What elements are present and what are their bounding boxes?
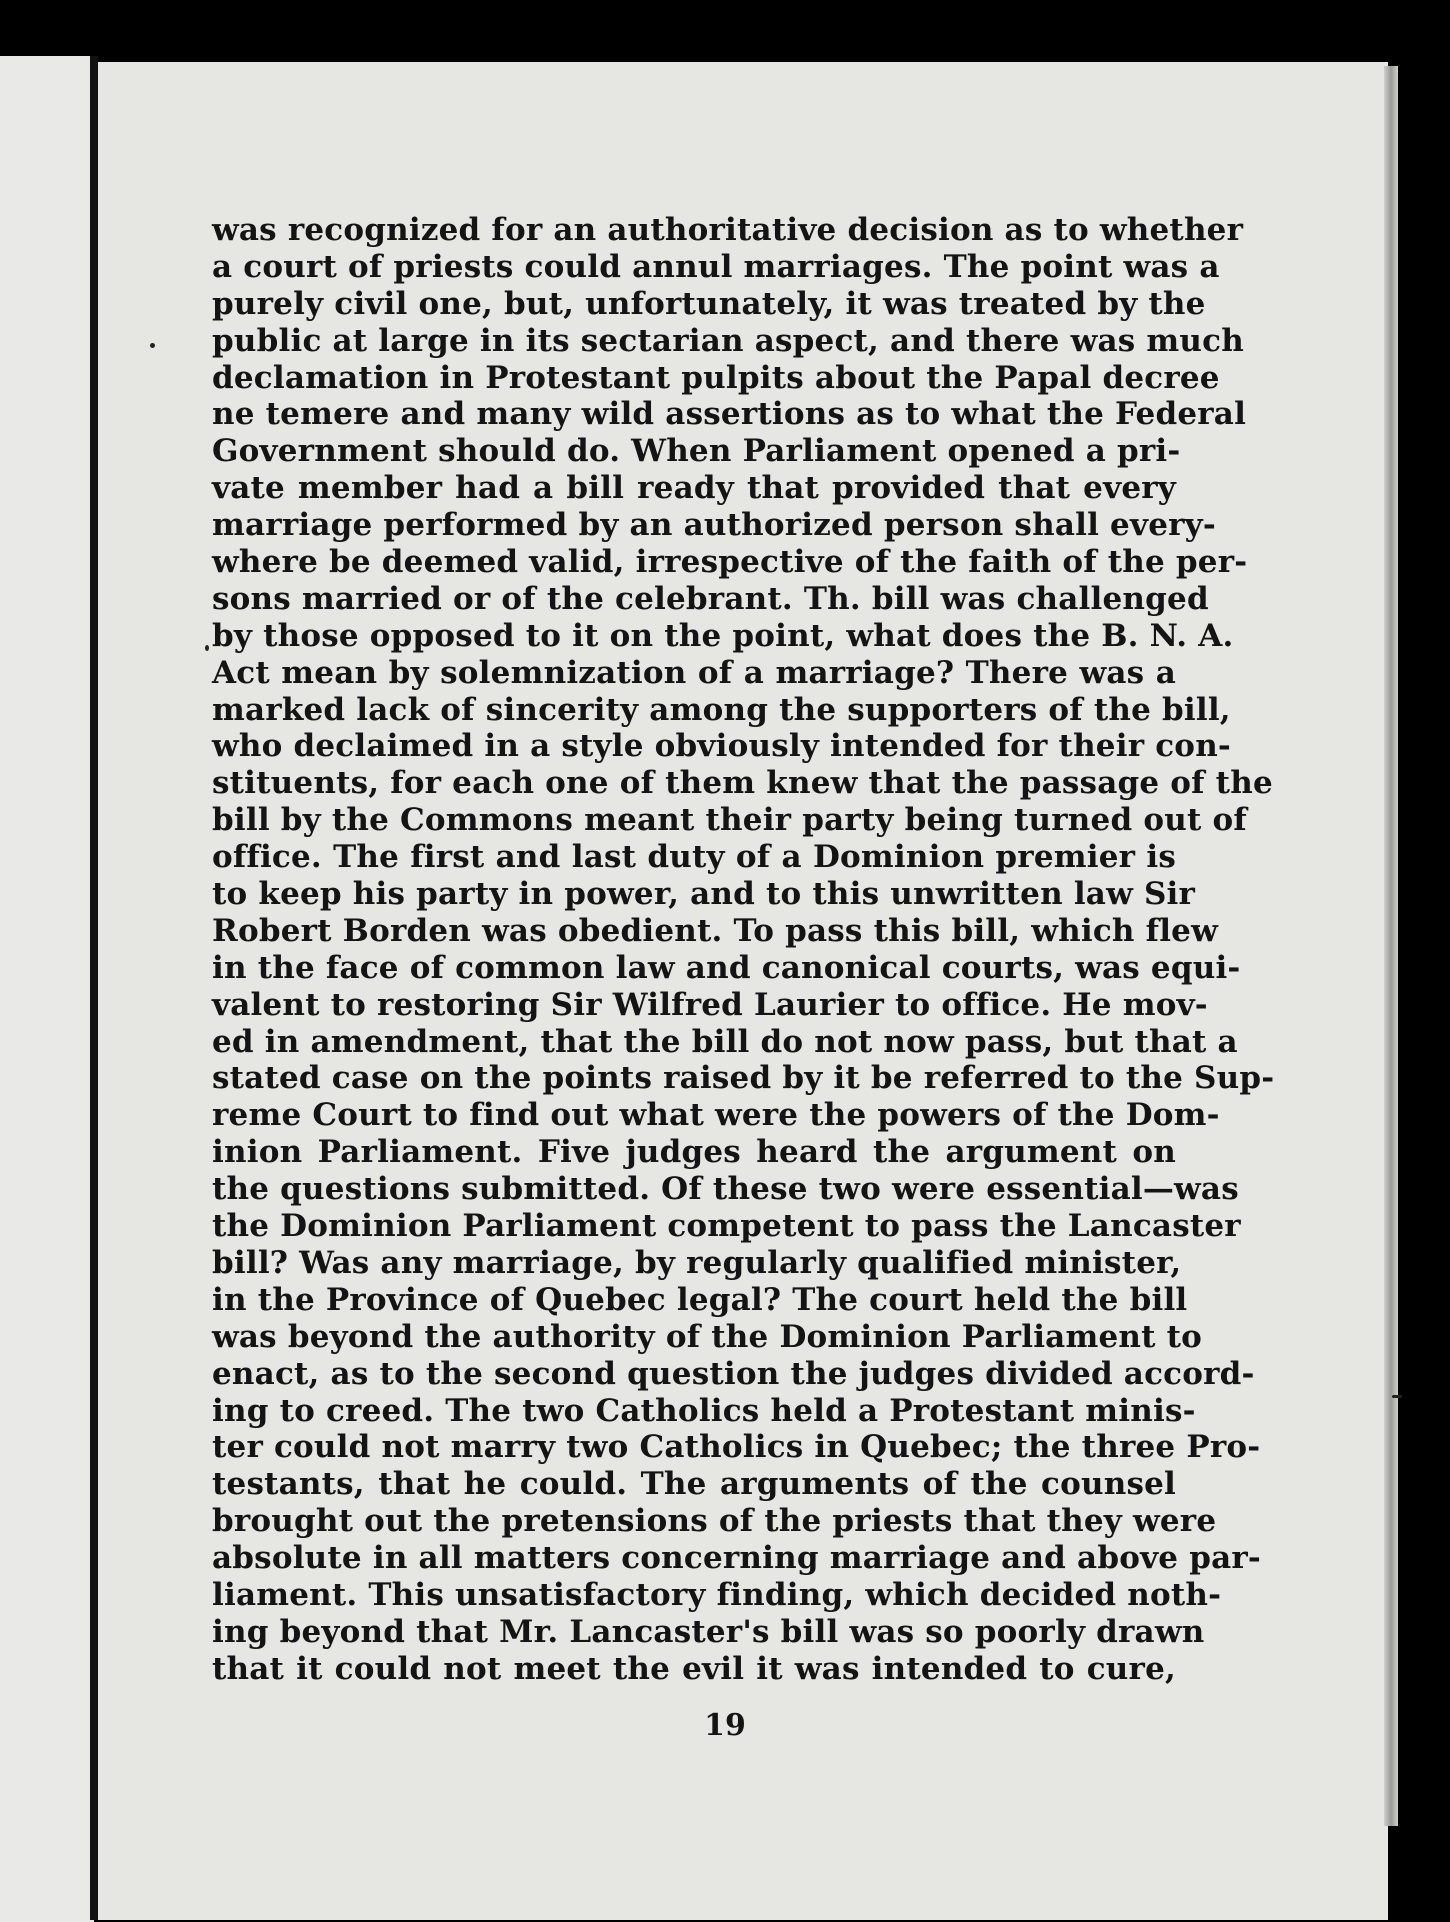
page-number: 19 — [704, 1708, 746, 1743]
margin-speck — [1392, 1395, 1402, 1398]
text-line: vate member had a bill ready that provided that every — [212, 470, 1176, 507]
text-line: in the Province of Quebec legal? The court held the bill — [212, 1281, 1188, 1318]
text-line: ter could not marry two Catholics in Quebec; the three Pro- — [212, 1429, 1261, 1466]
text-line: marriage performed by an authorized person shall every- — [212, 507, 1216, 544]
text-line: valent to restoring Sir Wilfred Laurier to office. He mov- — [212, 986, 1208, 1023]
text-line: liament. This unsatisfactory finding, which decided noth- — [212, 1576, 1222, 1613]
text-line: who declaimed in a style obviously intended for their con- — [212, 728, 1231, 765]
facing-page-edge — [0, 56, 94, 1922]
text-line: ed in amendment, that the bill do not now pass, but that a — [212, 1023, 1238, 1060]
text-line: stituents, for each one of them knew that the passage of the — [212, 765, 1273, 802]
text-line: in the face of common law and canonical courts, was equi- — [212, 949, 1241, 986]
page-right-edge — [1384, 66, 1398, 1826]
body-text — [212, 212, 1275, 1688]
text-line: the Dominion Parliament competent to pass the Lancaster — [212, 1208, 1241, 1245]
text-line: the questions submitted. Of these two were essential—was — [212, 1171, 1239, 1208]
text-line: stated case on the points raised by it be referred to the Sup- — [212, 1060, 1275, 1097]
text-line: absolute in all matters concerning marriage and above par- — [212, 1540, 1261, 1577]
text-line: enact, as to the second question the judges divided accord- — [212, 1355, 1255, 1392]
text-line: testants, that he could. The arguments of the counsel — [212, 1466, 1176, 1503]
text-line: declamation in Protestant pulpits about the Papal decree — [212, 359, 1220, 396]
text-line: Government should do. When Parliament opened a pri- — [212, 433, 1181, 470]
text-line: where be deemed valid, irrespective of the faith of the per- — [212, 544, 1248, 581]
text-line: bill? Was any marriage, by regularly qualified minister, — [212, 1244, 1182, 1281]
text-line: sons married or of the celebrant. Th. bill was challenged — [212, 580, 1209, 617]
text-line: was beyond the authority of the Dominion Parliament to — [212, 1318, 1203, 1355]
text-line: brought out the pretensions of the priests that they were — [212, 1503, 1217, 1540]
text-line: marked lack of sincerity among the supporters of the bill, — [212, 691, 1231, 728]
book-spine — [90, 56, 98, 1920]
text-line: reme Court to find out what were the powers of the Dom- — [212, 1097, 1220, 1134]
text-line: inion Parliament. Five judges heard the argument on — [212, 1134, 1176, 1171]
text-line: Act mean by solemnization of a marriage? There was a — [212, 654, 1176, 691]
text-line: ing to creed. The two Catholics held a Protestant minis- — [212, 1392, 1196, 1429]
margin-speck — [205, 645, 209, 651]
text-line: that it could not meet the evil it was intended to cure, — [212, 1650, 1176, 1687]
text-line: bill by the Commons meant their party being turned out of — [212, 802, 1247, 839]
text-line: Robert Borden was obedient. To pass this bill, which flew — [212, 912, 1218, 949]
text-line: public at large in its sectarian aspect, and there was much — [212, 322, 1244, 359]
text-line: by those opposed to it on the point, what does the B. N. A. — [212, 617, 1234, 654]
text-line: office. The first and last duty of a Dominion premier is — [212, 839, 1176, 876]
text-line: ing beyond that Mr. Lancaster's bill was so poorly drawn — [212, 1613, 1205, 1650]
margin-speck — [150, 343, 155, 348]
text-line: purely civil one, but, unfortunately, it was treated by the — [212, 285, 1206, 322]
text-line: ne temere and many wild assertions as to what the Federal — [212, 396, 1247, 433]
text-line: to keep his party in power, and to this unwritten law Sir — [212, 876, 1196, 913]
text-line: a court of priests could annul marriages. The point was a — [212, 248, 1220, 285]
text-line: was recognized for an authoritative decision as to whether — [212, 212, 1244, 248]
